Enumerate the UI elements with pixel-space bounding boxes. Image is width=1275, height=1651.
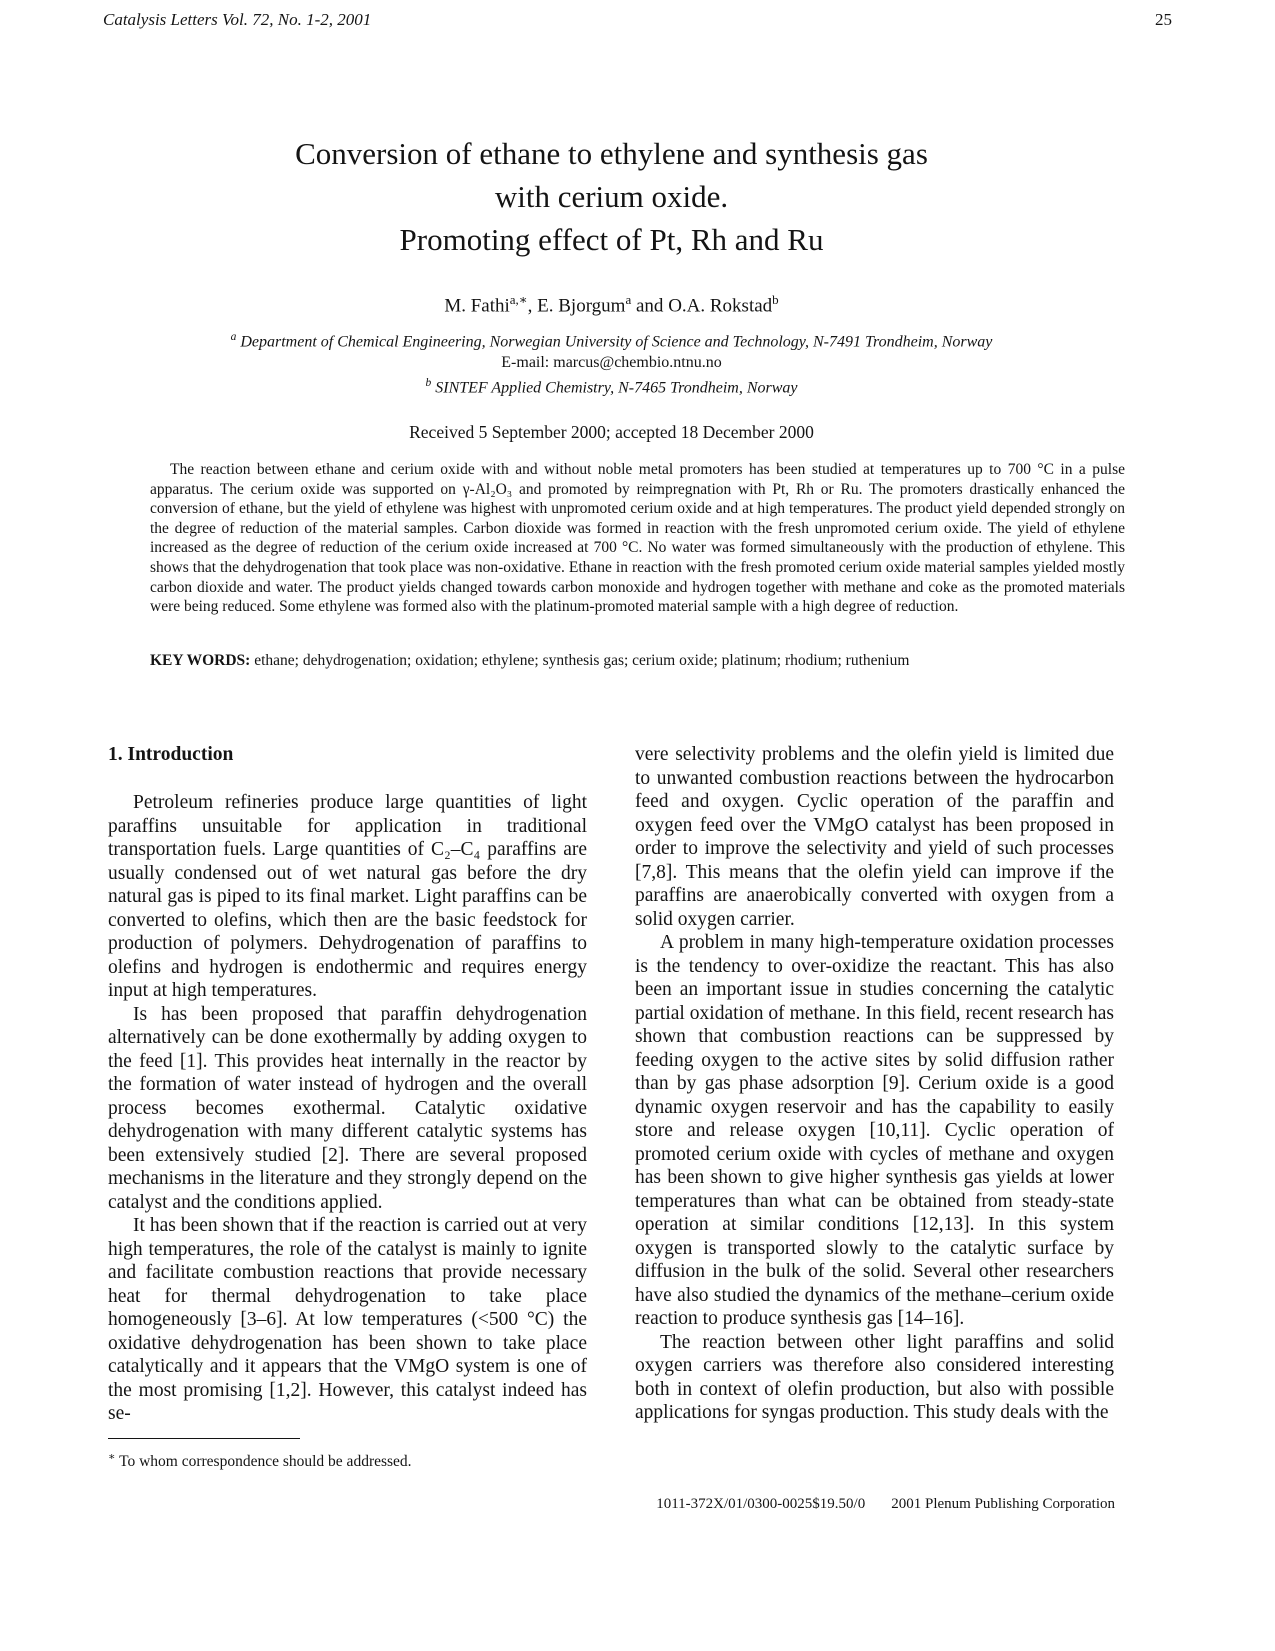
title-line-1: Conversion of ethane to ethylene and synthesis gas — [295, 136, 928, 171]
author-2-affmark: a — [625, 292, 632, 307]
right-column — [635, 743, 1114, 1425]
author-1: M. Fathi — [444, 295, 510, 317]
author-1-affmark: a,∗ — [509, 292, 528, 307]
right-paragraph-2: A problem in many high-temperature oxidation processes is the tendency to over-oxidize the reactant. This has also been an important issue in studies concerning the catalytic partial oxidation of methane. In this field, recent research has shown that combustion reactions can be suppressed by feeding oxygen to the active sites by solid diffusion rather than by gas phase adsorption [9]. Cerium oxide is a good dynamic oxygen reservoir and has the capability to easily store and release oxygen [10,11]. Cyclic operation of promoted cerium oxide with cycles of methane and oxygen has been shown to give higher synthesis gas yields at lower temperatures than what can be obtained from steady-state operation at similar conditions [12,13]. In this system oxygen is transported slowly to the catalytic surface by diffusion in the bulk of the solid. Several other researchers have also studied the dynamics of the methane–cerium oxide reaction to produce synthesis gas [14–16]. — [635, 932, 1114, 1329]
footnote-text: To whom correspondence should be addressed. — [115, 1453, 412, 1471]
received-accepted-line: Received 5 September 2000; accepted 18 December 2000 — [409, 421, 814, 442]
affiliation-a-mark: a — [230, 331, 237, 344]
front-matter — [108, 132, 1115, 443]
publisher-footer — [108, 1496, 1115, 1513]
affiliation-b — [108, 373, 1115, 398]
affiliation-a-text: Department of Chemical Engineering, Norwegian University of Science and Technology, N-7491 Trondheim, Norway — [236, 333, 993, 351]
abstract: The reaction between ethane and cerium oxide with and without noble metal promoters has been studied at temperatures up to 700 °C in a pulse apparatus. The cerium oxide was supported on γ-Al₂O₃ and promoted by reimpregnation with Pt, Rh or Ru. The promoters drastically enhanced the conversion of ethane, but the yield of ethylene was highest with unpromoted cerium oxide and at high temperatures. The product yield depended strongly on the degree of reduction of the material samples. Carbon dioxide was formed in reaction with the fresh unpromoted cerium oxide. The yield of ethylene increased as the degree of reduction of the cerium oxide increased at 700 °C. No water was formed simultaneously with the production of ethylene. This shows that the dehydrogenation that took place was non-oxidative. Ethane in reaction with the fresh promoted cerium oxide material samples yielded mostly carbon dioxide and water. The product yields changed towards carbon monoxide and hydrogen together with methane and coke as the promoted materials were being reduced. Some ethylene was formed also with the platinum-promoted material sample with a high degree of reduction. — [150, 461, 1125, 616]
author-line — [108, 287, 1115, 319]
title-line-3: Promoting effect of Pt, Rh and Ru — [399, 222, 824, 257]
footnote-marker: ∗ — [108, 1451, 116, 1463]
footnote-rule — [108, 1438, 300, 1439]
left-paragraph-2: Is has been proposed that paraffin dehydrogenation alternatively can be done exothermally by adding oxygen to the feed [1]. This provides heat internally in the reactor by the formation of water instead of hydrogen and the overall process becomes exothermal. Catalytic oxidative dehydrogenation with many different catalytic systems has been extensively studied [2]. There are several proposed mechanisms in the literature and they strongly depend on the catalyst and the conditions applied. — [108, 1003, 587, 1213]
affiliation-b-mark: b — [425, 376, 432, 389]
journal-citation: Catalysis Letters Vol. 72, No. 1-2, 2001 — [103, 10, 372, 29]
left-paragraph-3: It has been shown that if the reaction is carried out at very high temperatures, the role of the catalyst is mainly to ignite and facilitate combustion reactions that provide necessary heat for thermal dehydrogenation to take place homogeneously [3–6]. At low temperatures (<500 °C) the oxidative dehydrogenation has been shown to take place catalytically and it appears that the VMgO system is one of the most promising [1,2]. However, this catalyst indeed has se- — [108, 1215, 587, 1424]
issn-code: 1011-372X/01/0300-0025$19.50/0 — [656, 1496, 866, 1512]
right-paragraph-3: The reaction between other light paraffins and solid oxygen carriers was therefore also considered interesting both in context of olefin production, but also with possible applications for syngas production. This study deals with the — [635, 1331, 1114, 1423]
copyright-line: 2001 Plenum Publishing Corporation — [891, 1496, 1115, 1512]
title-line-2: with cerium oxide. — [494, 179, 729, 214]
author-separator-2: and — [631, 295, 669, 317]
body-columns — [108, 743, 1115, 1426]
correspondence-footnote — [108, 1438, 587, 1472]
affiliation-b-text: SINTEF Applied Chemistry, N-7465 Trondheim, Norway — [431, 378, 798, 396]
keywords-line — [150, 651, 1125, 671]
author-separator-1: , — [527, 295, 538, 317]
author-3: O.A. Rokstad — [668, 295, 773, 317]
left-paragraph-1: Petroleum refineries produce large quantities of light paraffins unsuitable for application in traditional transportation fuels. Large quantities of C₂–C₄ paraffins are usually condensed out of wet natural gas before the dry natural gas is piped to its final market. Light paraffins can be converted to olefins, which then are the basic feedstock for production of polymers. Dehydrogenation of paraffins to olefins and hydrogen is endothermic and requires energy input at high temperatures. — [108, 792, 587, 1001]
author-2: E. Bjorgum — [537, 295, 626, 317]
section-heading-introduction: 1. Introduction — [108, 744, 234, 765]
left-column — [108, 743, 587, 1426]
keywords-text: ethane; dehydrogenation; oxidation; ethylene; synthesis gas; cerium oxide; platinum; rhodium; ruthenium — [250, 652, 910, 669]
right-paragraph-1: vere selectivity problems and the olefin yield is limited due to unwanted combustion reactions between the hydrocarbon feed and oxygen. Cyclic operation of the paraffin and oxygen feed over the VMgO catalyst has been proposed in order to improve the selectivity and yield of such processes [7,8]. This means that the olefin yield can improve if the paraffins are anaerobically converted with oxygen from a solid oxygen carrier. — [635, 744, 1114, 930]
page-number: 25 — [1155, 10, 1172, 29]
keywords-label: KEY WORDS: — [150, 652, 251, 669]
contact-email: E-mail: marcus@chembio.ntnu.no — [501, 353, 722, 371]
running-head — [103, 10, 1172, 30]
author-3-affmark: b — [772, 292, 779, 307]
affiliation-a — [108, 327, 1115, 352]
article-title — [108, 132, 1115, 261]
